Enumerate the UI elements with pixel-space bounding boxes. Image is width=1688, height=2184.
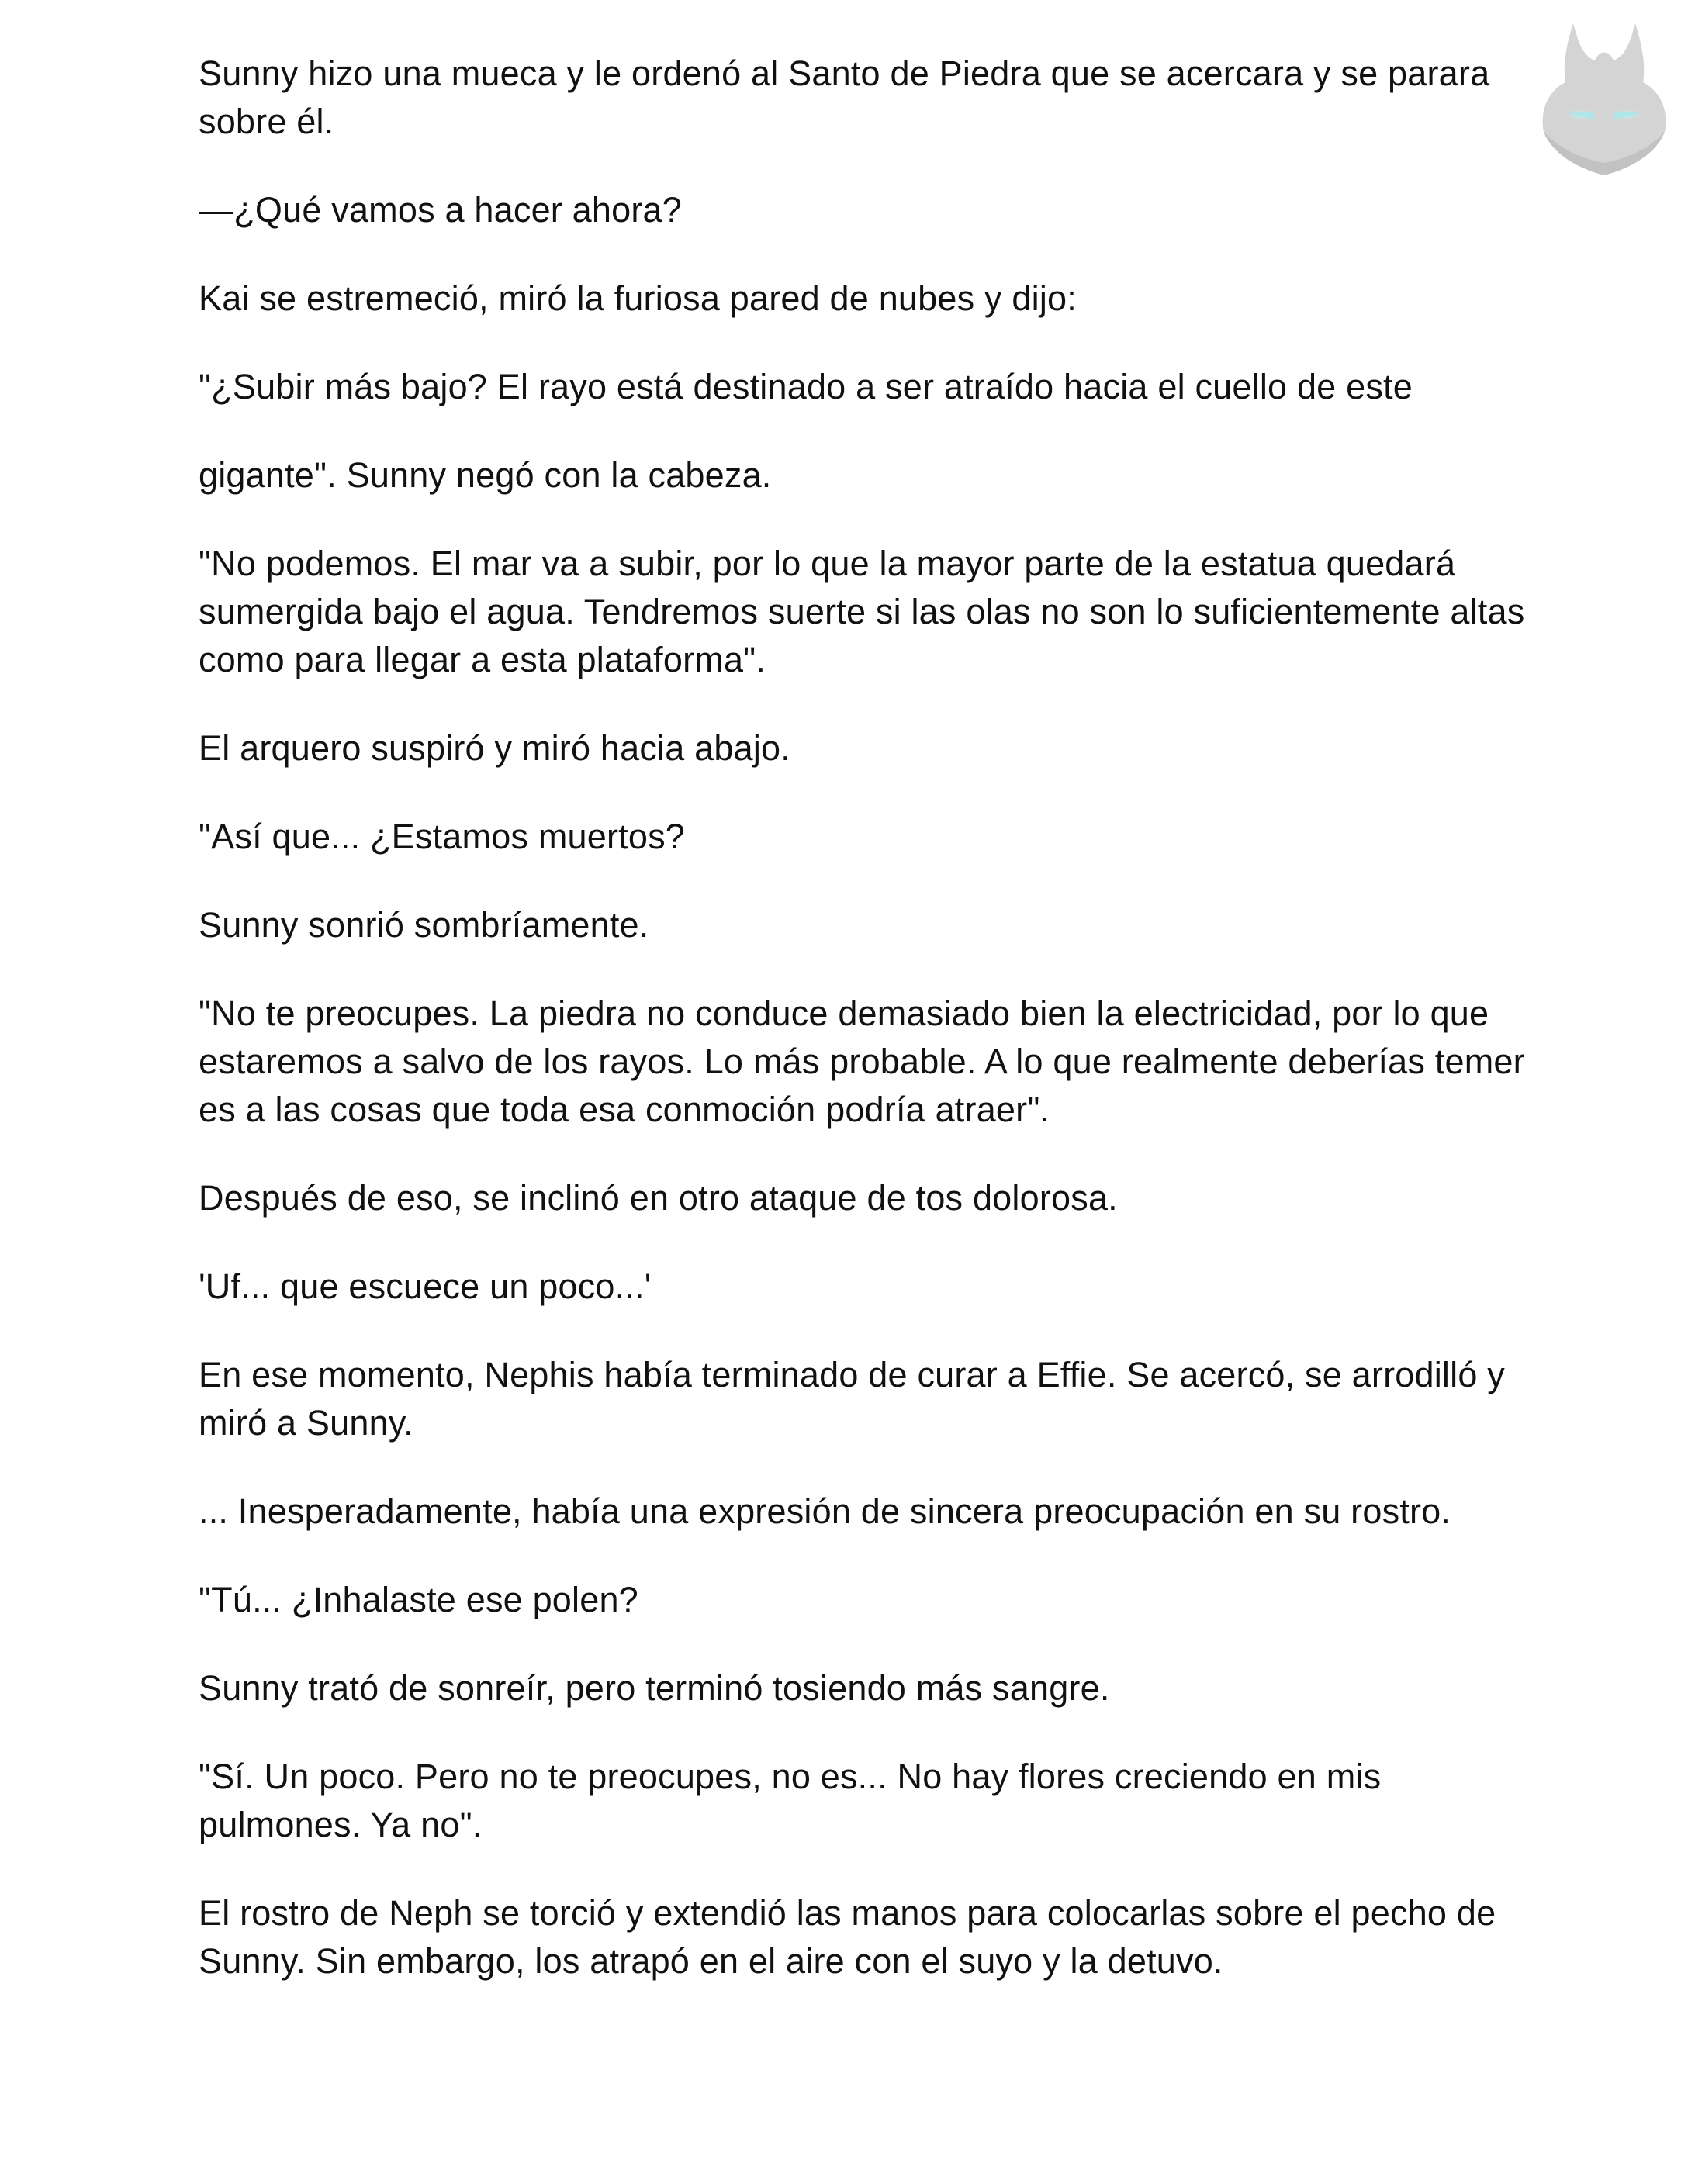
paragraph: "No podemos. El mar va a subir, por lo que la mayor parte de la estatua quedará sumergida bajo el agua. Tendremos suerte si las olas no son lo suficientemente altas como para llegar a esta plataforma". [199, 544, 1525, 679]
paragraph: ... Inesperadamente, había una expresión de sincera preocupación en su rostro. [199, 1491, 1451, 1531]
paragraph: El rostro de Neph se torció y extendió las manos para colocarlas sobre el pecho de Sunny. Sin embargo, los atrapó en el aire con el suyo y la detuvo. [199, 1893, 1496, 1981]
paragraph: —¿Qué vamos a hacer ahora? [199, 190, 683, 230]
paragraph: "No te preocupes. La piedra no conduce demasiado bien la electricidad, por lo que estaremos a salvo de los rayos. Lo más probable. A lo que realmente deberías temer es a las cosas que toda esa conmoción podría atraer". [199, 994, 1525, 1129]
paragraph: El arquero suspiró y miró hacia abajo. [199, 728, 790, 768]
paragraph: "¿Subir más bajo? El rayo está destinado a ser atraído hacia el cuello de este [199, 367, 1413, 406]
paragraph: Sunny sonrió sombríamente. [199, 905, 649, 945]
paragraph: Sunny trató de sonreír, pero terminó tosiendo más sangre. [199, 1668, 1110, 1708]
paragraph: "Sí. Un poco. Pero no te preocupes, no es... No hay flores creciendo en mis pulmones. Ya no". [199, 1757, 1382, 1844]
paragraph: gigante". Sunny negó con la cabeza. [199, 455, 772, 495]
demon-mask-logo-icon [1533, 16, 1676, 180]
document-body [199, 50, 1533, 2026]
paragraph: Kai se estremeció, miró la furiosa pared de nubes y dijo: [199, 278, 1077, 318]
paragraph: Después de eso, se inclinó en otro ataque de tos dolorosa. [199, 1178, 1118, 1218]
paragraph: En ese momento, Nephis había terminado de curar a Effie. Se acercó, se arrodilló y miró a Sunny. [199, 1355, 1505, 1443]
paragraph: 'Uf... que escuece un poco...' [199, 1267, 652, 1306]
paragraph: "Tú... ¿Inhalaste ese polen? [199, 1580, 638, 1619]
paragraph: "Así que... ¿Estamos muertos? [199, 817, 686, 856]
paragraph: Sunny hizo una mueca y le ordenó al Santo de Piedra que se acercara y se parara sobre él. [199, 54, 1490, 141]
